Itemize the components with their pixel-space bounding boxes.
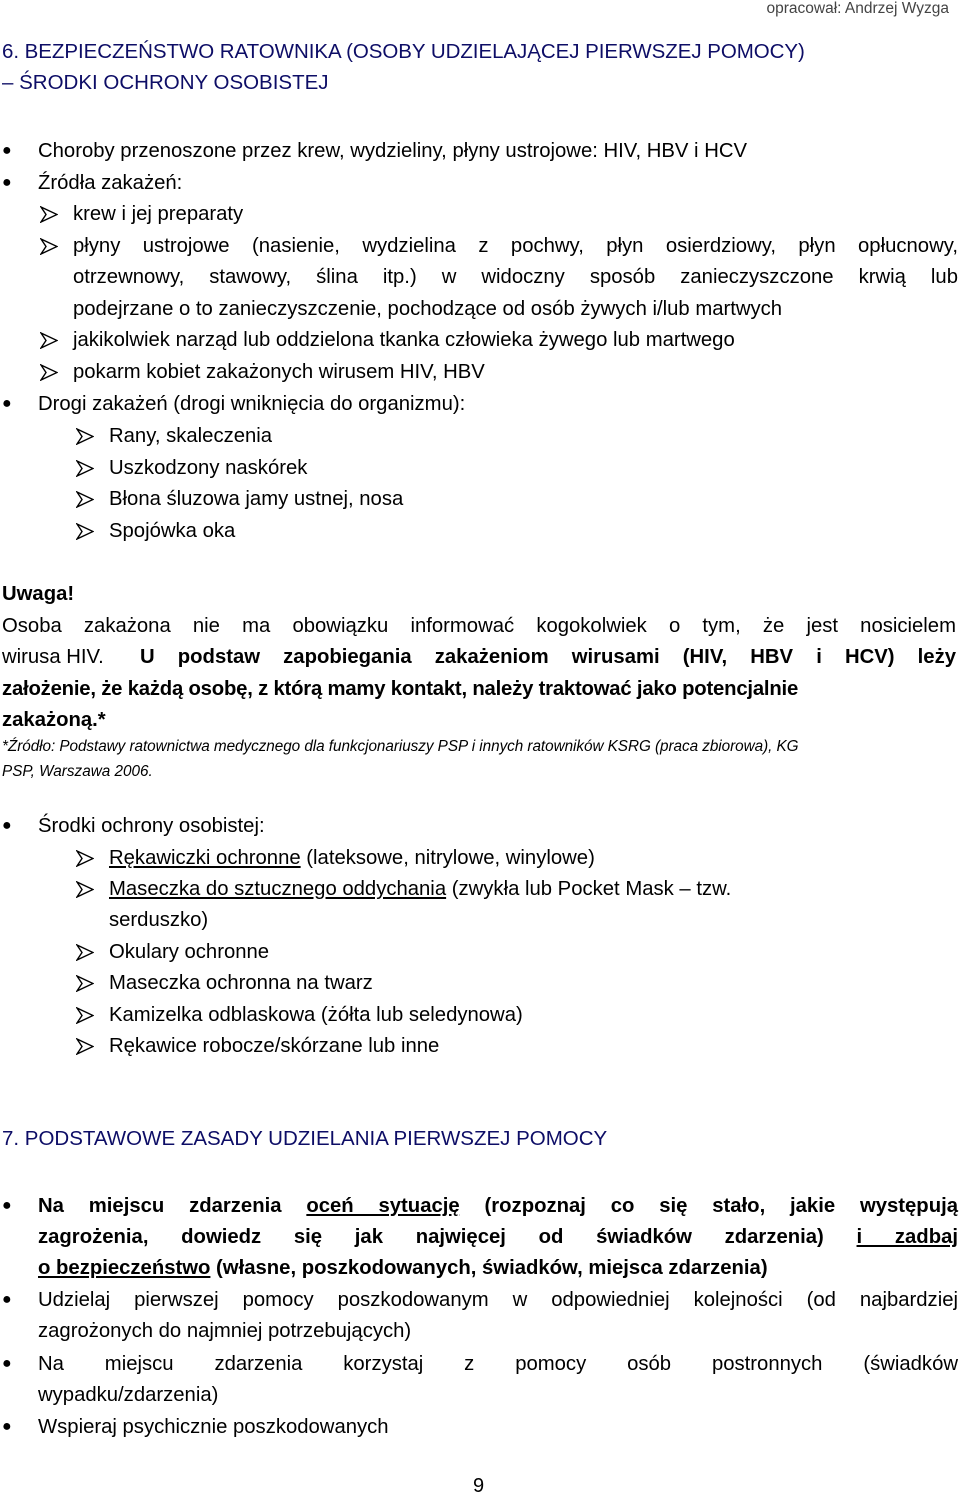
route-item: Spojówka oka bbox=[109, 520, 236, 542]
rule-4: Wspieraj psychicznie poszkodowanych bbox=[38, 1416, 389, 1438]
warning-line-start: wirusa HIV. bbox=[2, 646, 104, 668]
diseases-item: Choroby przenoszone przez krew, wydzieliny, płyny ustrojowe: HIV, HBV i HCV bbox=[38, 140, 748, 162]
bullet-icon: ● bbox=[2, 1291, 12, 1308]
bullet-icon: ● bbox=[2, 395, 12, 412]
section-6-title-line-1: 6. BEZPIECZEŃSTWO RATOWNIKA (OSOBY UDZIELAJĄCEJ PIERWSZEJ POMOCY) bbox=[2, 40, 805, 63]
rule-1-text: (własne, poszkodowanych, świadków, miejsca zdarzenia) bbox=[210, 1257, 768, 1279]
ppe-item: Okulary ochronne bbox=[109, 941, 270, 963]
section-7-title: 7. PODSTAWOWE ZASADY UDZIELANIA PIERWSZEJ POMOCY bbox=[2, 1127, 608, 1150]
rule-3-line-1: Na miejscu zdarzenia korzystaj z pomocy osób postronnych (świadków bbox=[38, 1353, 958, 1375]
source-item-line: płyny ustrojowe (nasienie, wydzielina z pochwy, płyn osierdziowy, płyn opłucnowy, bbox=[73, 235, 958, 257]
arrowhead-icon bbox=[40, 332, 58, 349]
route-item: Uszkodzony naskórek bbox=[109, 457, 308, 479]
warning-line: Osoba zakażona nie ma obowiązku informować kogokolwiek o tym, że jest nosicielem bbox=[2, 615, 956, 637]
rule-1-text: (rozpoznaj co się stało, jakie występują bbox=[484, 1195, 958, 1217]
source-item: jakikolwiek narząd lub oddzielona tkanka człowieka żywego lub martwego bbox=[73, 329, 735, 351]
arrowhead-icon bbox=[76, 975, 94, 992]
rule-1-text: zagrożenia, dowiedz się jak najwięcej od świadków zdarzenia) bbox=[38, 1226, 824, 1248]
arrowhead-icon bbox=[76, 460, 94, 477]
arrowhead-icon bbox=[76, 491, 94, 508]
warning-bold-line: U podstaw zapobiegania zakażeniom wirusami (HIV, HBV i HCV) leży bbox=[140, 646, 956, 668]
footnote-line: PSP, Warszawa 2006. bbox=[2, 763, 153, 780]
ppe-item-continuation: serduszko) bbox=[109, 909, 209, 931]
ppe-item-underlined: Maseczka do sztucznego oddychania bbox=[109, 878, 447, 900]
ppe-item: Maseczka ochronna na twarz bbox=[109, 972, 373, 994]
rule-1-line-3 bbox=[38, 1257, 768, 1279]
ppe-item-rest: (zwykła lub Pocket Mask – tzw. bbox=[446, 878, 732, 900]
source-item: pokarm kobiet zakażonych wirusem HIV, HBV bbox=[73, 361, 485, 383]
bullet-icon: ● bbox=[2, 1197, 12, 1214]
ppe-item bbox=[109, 847, 595, 869]
source-item: krew i jej preparaty bbox=[73, 203, 244, 225]
ppe-item bbox=[109, 878, 731, 900]
infection-sources-label: Źródła zakażeń: bbox=[38, 172, 183, 194]
bullet-icon: ● bbox=[2, 817, 12, 834]
rule-1-underlined: oceń sytuację bbox=[306, 1195, 460, 1217]
rule-1-line-1 bbox=[38, 1195, 958, 1217]
bullet-icon: ● bbox=[2, 1418, 12, 1435]
rule-1-text: Na miejscu zdarzenia bbox=[38, 1195, 282, 1217]
ppe-item-rest: (lateksowe, nitrylowe, winylowe) bbox=[300, 847, 595, 869]
arrowhead-icon bbox=[76, 1007, 94, 1024]
arrowhead-icon bbox=[76, 881, 94, 898]
ppe-item: Rękawice robocze/skórzane lub inne bbox=[109, 1035, 440, 1057]
route-item: Błona śluzowa jamy ustnej, nosa bbox=[109, 488, 404, 510]
bullet-icon: ● bbox=[2, 174, 12, 191]
rule-1-line-2 bbox=[38, 1226, 958, 1248]
rule-1-underlined: o bezpieczeństwo bbox=[38, 1257, 211, 1279]
warning-title: Uwaga! bbox=[2, 583, 75, 605]
warning-bold-line: zakażoną.* bbox=[2, 709, 106, 731]
warning-bold-line: założenie, że każdą osobę, z którą mamy kontakt, należy traktować jako potencjalnie bbox=[2, 678, 799, 700]
ppe-item-underlined: Rękawiczki ochronne bbox=[109, 847, 301, 869]
page-header-author: opracował: Andrzej Wyzga bbox=[766, 0, 949, 17]
arrowhead-icon bbox=[76, 944, 94, 961]
arrowhead-icon bbox=[76, 850, 94, 867]
ppe-item: Kamizelka odblaskowa (żółta lub seledynowa) bbox=[109, 1004, 523, 1026]
section-6-title-line-2: – ŚRODKI OCHRONY OSOBISTEJ bbox=[2, 71, 329, 94]
arrowhead-icon bbox=[40, 238, 58, 255]
arrowhead-icon bbox=[76, 1038, 94, 1055]
route-item: Rany, skaleczenia bbox=[109, 425, 273, 447]
page-number: 9 bbox=[473, 1475, 485, 1497]
arrowhead-icon bbox=[40, 364, 58, 381]
rule-3-line-2: wypadku/zdarzenia) bbox=[38, 1384, 219, 1406]
arrowhead-icon bbox=[40, 206, 58, 223]
rule-2-line-1: Udzielaj pierwszej pomocy poszkodowanym w odpowiedniej kolejności (od najbardziej bbox=[38, 1289, 958, 1311]
bullet-icon: ● bbox=[2, 1355, 12, 1372]
bullet-icon: ● bbox=[2, 142, 12, 159]
footnote-line: *Źródło: Podstawy ratownictwa medycznego dla funkcjonariuszy PSP i innych ratowników KSRG (praca zbiorowa), KG bbox=[2, 738, 799, 755]
rule-1-underlined: i zadbaj bbox=[856, 1226, 958, 1248]
infection-routes-label: Drogi zakażeń (drogi wniknięcia do organizmu): bbox=[38, 393, 466, 415]
source-item-line: otrzewnowy, stawowy, ślina itp.) w widoczny sposób zanieczyszczone krwią lub bbox=[73, 266, 958, 288]
source-item-line: podejrzane o to zanieczyszczenie, pochodzące od osób żywych i/lub martwych bbox=[73, 298, 783, 320]
arrowhead-icon bbox=[76, 523, 94, 540]
arrowhead-icon bbox=[76, 428, 94, 445]
ppe-label: Środki ochrony osobistej: bbox=[38, 815, 265, 837]
rule-2-line-2: zagrożonych do najmniej potrzebujących) bbox=[38, 1320, 412, 1342]
